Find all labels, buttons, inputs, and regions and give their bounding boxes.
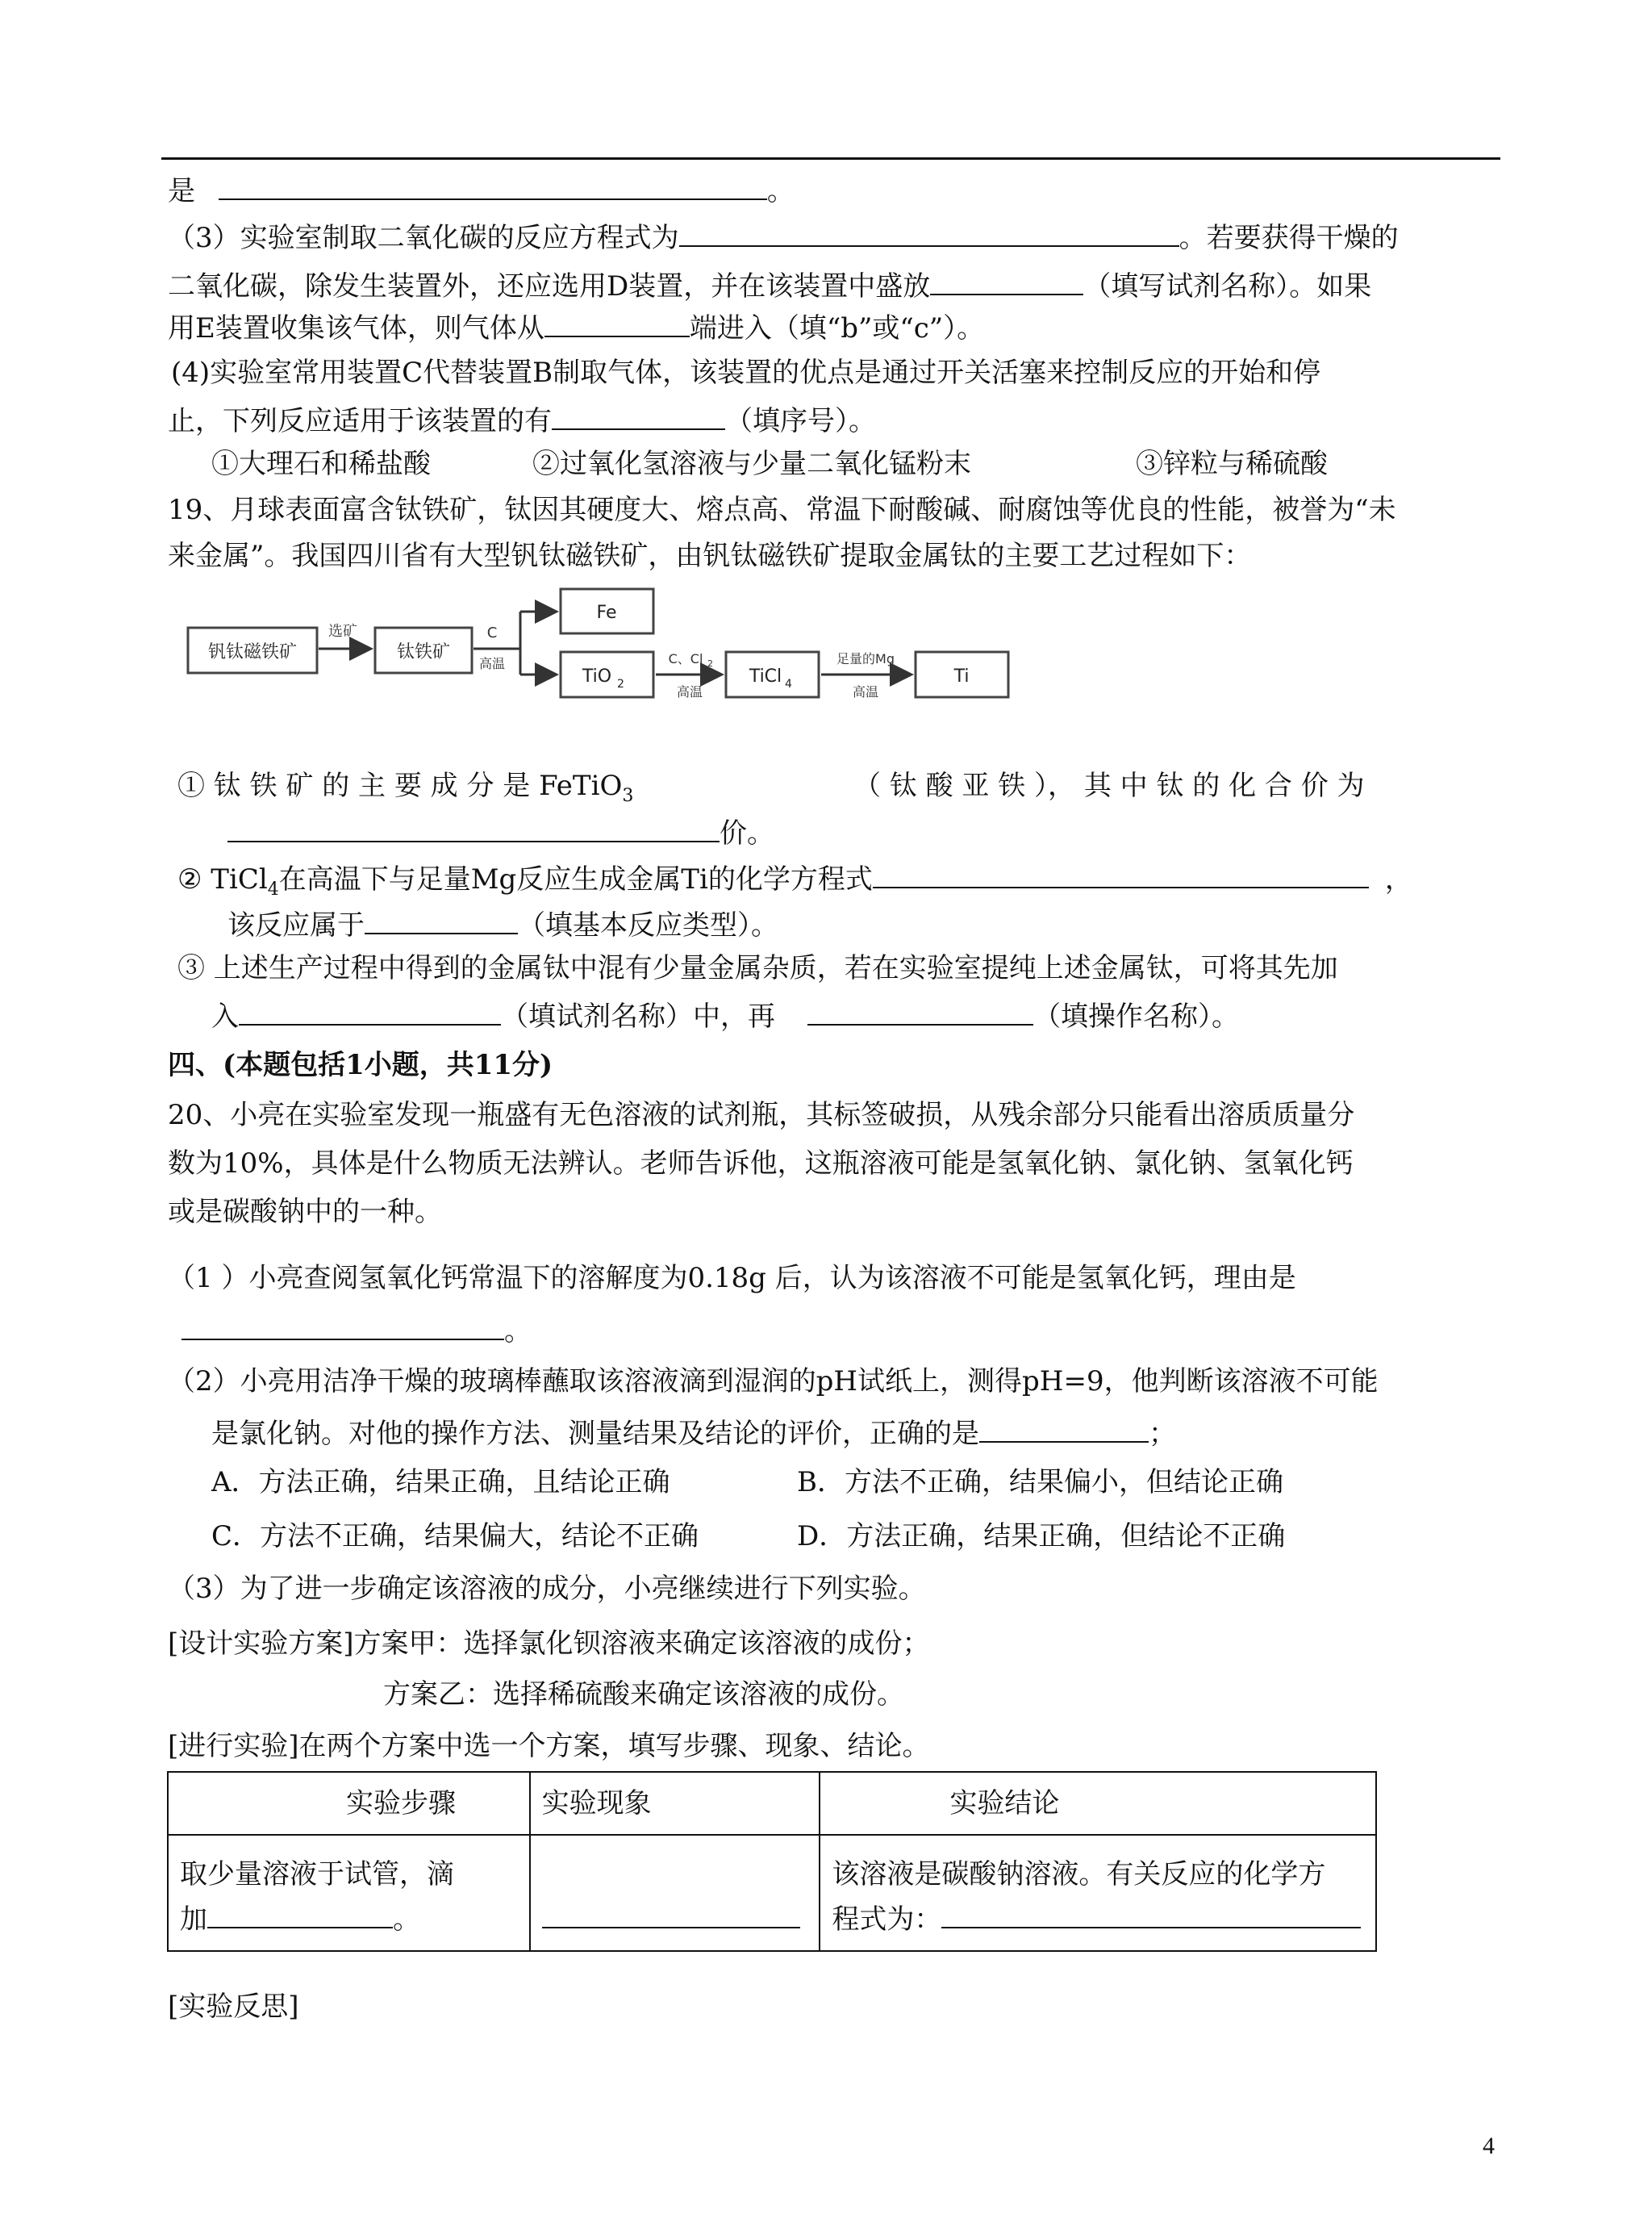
q20-option-d: D．方法正确，结果正确，但结论不正确: [797, 1520, 1286, 1552]
q20-option-a: A．方法正确，结果正确，且结论正确: [211, 1466, 670, 1498]
text: 程式为：: [832, 1903, 942, 1936]
q18-line-0: [168, 171, 795, 209]
flow-box-label: Ti: [953, 666, 970, 687]
text: 。: [393, 1903, 420, 1936]
table-header-row: [168, 1772, 1376, 1835]
flow-arrow-subscript: 2: [707, 658, 713, 669]
text: （3）实验室制取二氧化碳的反应方程式为: [168, 222, 679, 254]
text: (4)实验室常用装置C代替装置B制取气体，该装置的优点是通过开关活塞来控制反应的开始和停: [171, 357, 1321, 389]
q18-part3-line2: [168, 266, 1371, 304]
q20-part1: （1 ）小亮查阅氢氧化钙常温下的溶解度为0.18g 后，认为该溶液不可能是氢氧化钙，理由是: [168, 1262, 1296, 1294]
text: 二氧化碳，除发生装置外，还应选用D装置，并在该装置中盛放: [168, 270, 931, 303]
q19-intro-line1: 19、月球表面富含钛铁矿，钛因其硬度大、熔点高、常温下耐酸碱、耐腐蚀等优良的性能，被誉为“未: [168, 494, 1396, 526]
flow-box-label: TiCl: [749, 666, 782, 687]
text: 止，下列反应适用于该装置的有: [168, 405, 552, 437]
q19-sub2-line1: ② TiCl$_4$在高温下与足量Mg反应生成金属Ti的化学方程式 ，: [177, 859, 1412, 908]
flow-arrow-label: 足量的Mg: [836, 651, 895, 666]
table-cell-conclusion: [820, 1835, 1376, 1951]
answer-blank[interactable]: [181, 1311, 504, 1340]
text: 取少量溶液于试管，滴: [180, 1858, 454, 1891]
answer-blank[interactable]: [542, 1919, 800, 1928]
answer-blank[interactable]: [207, 1899, 393, 1928]
q18-option-3: ③锌粒与稀硫酸: [1136, 448, 1328, 480]
q19-sub1-line1: ① 钛 铁 矿 的 主 要 成 分 是 FeTiO$_3$: [177, 770, 634, 806]
text: （填序号）。: [725, 405, 876, 437]
q18-option-1: ①大理石和稀盐酸: [211, 448, 431, 480]
flow-arrow-label: 高温: [478, 656, 506, 671]
flow-box-subscript: 2: [617, 678, 624, 691]
q20-design-a: [设计实验方案]方案甲：选择氯化钡溶液来确定该溶液的成份；: [168, 1627, 930, 1660]
answer-blank[interactable]: [679, 218, 1179, 247]
flow-box-label: TiO: [582, 666, 612, 687]
text: 。若要获得干燥的: [1179, 222, 1399, 254]
titanium-process-flow-diagram: [181, 579, 1020, 708]
q18-part3-line1: [168, 218, 1399, 256]
text: 加: [180, 1903, 207, 1936]
answer-blank[interactable]: [873, 859, 1369, 888]
q20-reflection: [实验反思]: [168, 1991, 299, 2023]
text: （填写试剂名称）。如果: [1083, 270, 1372, 303]
q20-design-b: 方案乙：选择稀硫酸来确定该溶液的成份。: [383, 1678, 904, 1711]
q20-option-b: B．方法不正确，结果偏小，但结论正确: [797, 1466, 1283, 1498]
answer-blank[interactable]: [552, 401, 725, 430]
q19-intro-line2: 来金属”。我国四川省有大型钒钛磁铁矿，由钒钛磁铁矿提取金属钛的主要工艺过程如下：: [168, 540, 1252, 572]
flow-arrow-label: 高温: [852, 684, 879, 700]
answer-blank[interactable]: [979, 1414, 1149, 1443]
flow-box-label: 钛铁矿: [396, 642, 451, 662]
answer-blank[interactable]: [219, 171, 767, 200]
q18-part3-line3: [168, 308, 984, 346]
text: 。: [766, 175, 795, 207]
q20-part2-line1: （2）小亮用洁净干燥的玻璃棒蘸取该溶液滴到湿润的pH试纸上，测得pH=9，他判断该溶液不可能: [168, 1365, 1379, 1398]
q18-part4-line1: [171, 355, 1320, 391]
answer-blank[interactable]: [930, 266, 1083, 295]
q18-part4-line2: [168, 401, 876, 439]
answer-blank[interactable]: [239, 996, 501, 1026]
experiment-table: [167, 1771, 1377, 1952]
q20-intro-line3: 或是碳酸钠中的一种。: [168, 1196, 442, 1228]
q20-proceed: [进行实验]在两个方案中选一个方案，填写步骤、现象、结论。: [168, 1730, 930, 1762]
flow-arrow-label: 高温: [676, 684, 703, 700]
table-header-cell: 实验结论: [820, 1772, 1376, 1835]
header-rule: [161, 157, 1500, 160]
flow-box-subscript: 4: [785, 678, 792, 691]
flow-box-label: Fe: [596, 603, 617, 623]
q19-sub3-line2: 入 （填试剂名称）中，再 （填操作名称）。: [211, 996, 1239, 1034]
answer-blank[interactable]: [807, 996, 1033, 1026]
q20-part2-line2: 是氯化钠。对他的操作方法、测量结果及结论的评价，正确的是 ；: [211, 1414, 1176, 1452]
text: 用E装置收集该气体，则气体从: [168, 312, 544, 345]
q20-part3: （3）为了进一步确定该溶液的成分，小亮继续进行下列实验。: [168, 1573, 926, 1605]
q19-sub3-line1: ③ 上述生产过程中得到的金属钛中混有少量金属杂质，若在实验室提纯上述金属钛，可将其先加: [177, 952, 1338, 984]
table-cell-observation: [530, 1835, 820, 1951]
table-cell-step: [168, 1835, 530, 1951]
page-number: 4: [1483, 2133, 1495, 2159]
q20-intro-line1: 20、小亮在实验室发现一瓶盛有无色溶液的试剂瓶，其标签破损，从残余部分只能看出溶质质量分: [168, 1099, 1355, 1131]
q20-part1-answer: 。: [181, 1311, 532, 1349]
table-header-cell: 实验现象: [530, 1772, 820, 1835]
flow-arrow-label: 选矿: [328, 623, 357, 640]
flow-arrow-label: C、Cl: [668, 651, 703, 666]
table-header-cell: 实验步骤: [168, 1772, 530, 1835]
q20-intro-line2: 数为10%，具体是什么物质无法辨认。老师告诉他，这瓶溶液可能是氢氧化钠、氯化钠、氢氧化钙: [168, 1147, 1354, 1180]
q19-sub1-line1-tail: （ 钛 酸 亚 铁 ）， 其 中 钛 的 化 合 价 为: [853, 770, 1365, 802]
text: 端进入（填“b”或“c”）。: [689, 312, 985, 345]
answer-blank[interactable]: [365, 905, 518, 934]
q18-option-2: ②过氧化氢溶液与少量二氧化锰粉末: [532, 448, 971, 480]
section-heading: 四、(本题包括1小题，共11分): [168, 1049, 553, 1081]
q19-sub2-line2: 该反应属于 （填基本反应类型）。: [227, 905, 778, 943]
text: 该溶液是碳酸钠溶液。有关反应的化学方: [832, 1858, 1326, 1891]
flow-arrow-label: C: [486, 625, 498, 641]
answer-blank[interactable]: [227, 813, 720, 842]
table-row: [168, 1835, 1376, 1951]
q19-sub1-line2: 价。: [227, 813, 774, 851]
flow-box-label: 钒钛磁铁矿: [207, 642, 298, 662]
q20-option-c: C．方法不正确，结果偏大，结论不正确: [211, 1520, 699, 1552]
text: 是: [168, 175, 195, 207]
answer-blank[interactable]: [544, 308, 690, 337]
answer-blank[interactable]: [941, 1899, 1361, 1928]
